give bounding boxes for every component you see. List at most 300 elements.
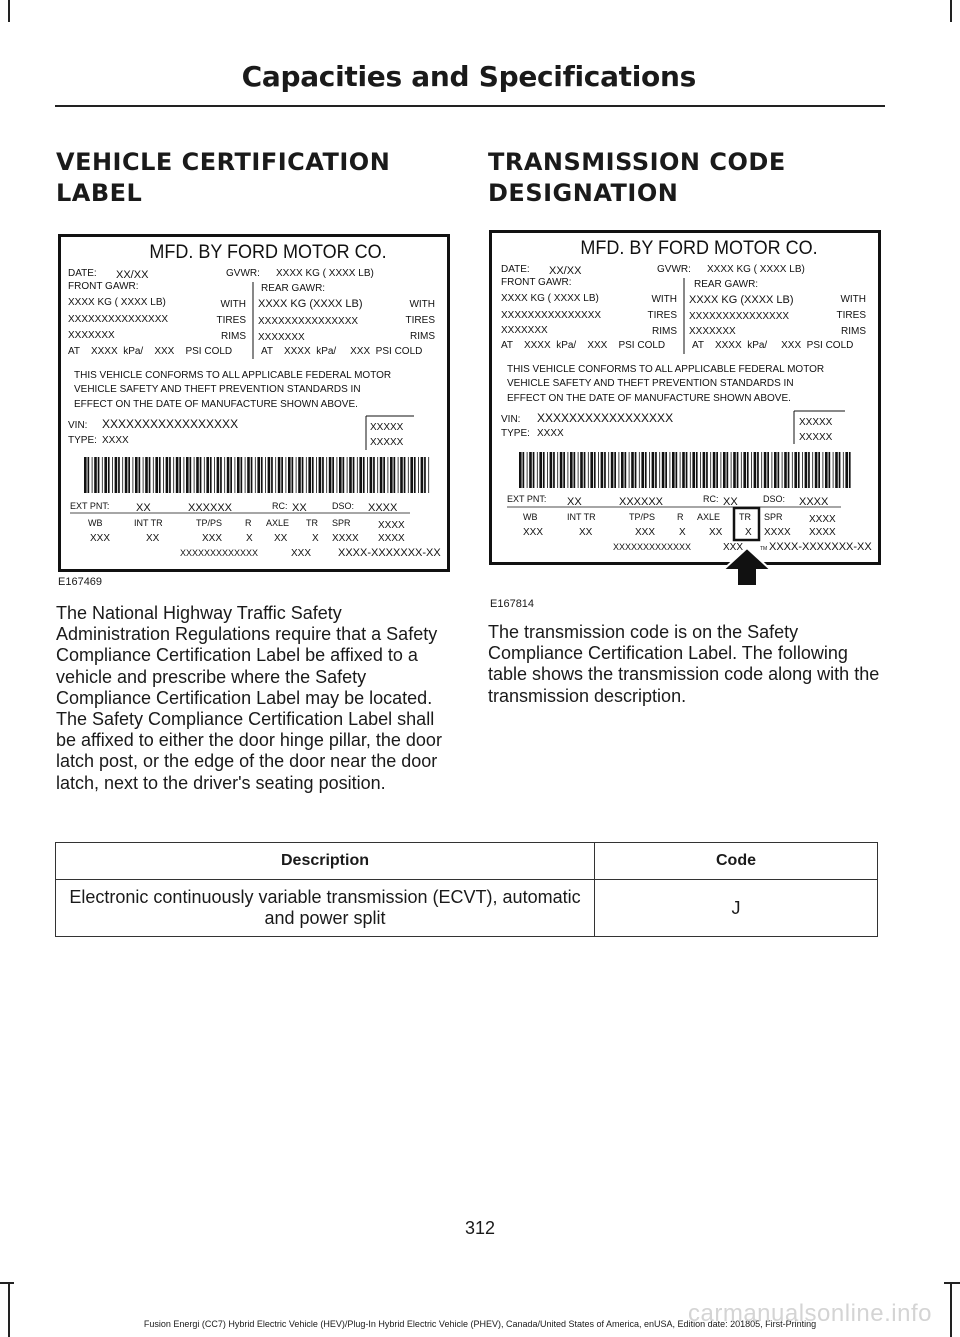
barcode-bar	[251, 457, 253, 493]
label-box-line1: XXXXX	[370, 422, 404, 433]
barcode-bar	[808, 452, 810, 488]
barcode-bar	[292, 457, 294, 493]
barcode-bar	[377, 457, 378, 493]
table-cell-code: J	[595, 880, 878, 937]
barcode-bar	[635, 452, 637, 488]
barcode-bar	[639, 452, 640, 488]
barcode-bar	[818, 452, 820, 488]
barcode-bar	[288, 457, 291, 493]
barcode-bar	[247, 457, 250, 493]
label-front-weight: XXXX KG ( XXXX LB)	[501, 293, 599, 304]
barcode-bar	[849, 452, 851, 488]
label-tm-mark: TM	[760, 546, 768, 552]
label-date-label: DATE:	[68, 268, 97, 279]
crop-mark-bottom-right-h	[944, 1282, 960, 1284]
label-row3-axle: XX	[274, 533, 288, 544]
barcode-bar	[641, 452, 644, 488]
barcode-bar	[281, 457, 283, 493]
barcode-bar	[155, 457, 158, 493]
barcode-bar	[594, 452, 596, 488]
page-header-title: Capacities and Specifications	[241, 60, 696, 93]
label-row3-tp-ps: XXX	[202, 533, 223, 544]
barcode-bar	[563, 452, 565, 488]
barcode-bar	[659, 452, 660, 488]
barcode-bar	[747, 452, 749, 488]
barcode-bar	[410, 457, 413, 493]
label-rc-value: XX	[723, 496, 738, 508]
label-rear-rim-code: XXXXXXX	[258, 332, 305, 343]
barcode-bar	[665, 452, 667, 488]
barcode-bar	[176, 457, 179, 493]
barcode-bar	[184, 457, 185, 493]
barcode-bar	[692, 452, 695, 488]
header-rule	[55, 105, 885, 107]
label-dso: DSO:	[763, 494, 786, 504]
table-row	[56, 880, 878, 937]
barcode-bar	[792, 452, 793, 488]
barcode-bar	[94, 457, 97, 493]
barcode-bar	[741, 452, 742, 488]
page-footer: Fusion Energi (CC7) Hybrid Electric Vehicle (HEV)/Plug-In Hybrid Electric Vehicle (PHEV), Canada/United States of America, enUSA, Edition date: 201805, First-Printing	[143, 1319, 817, 1329]
crop-mark-top-right	[950, 0, 952, 22]
label-rear-rim-code: XXXXXXX	[689, 326, 736, 337]
barcode-bar	[149, 457, 151, 493]
barcode-bar	[676, 452, 678, 488]
barcode-bar	[186, 457, 189, 493]
barcode-bar	[621, 452, 624, 488]
label-row3-wb: XXX	[523, 527, 544, 538]
label-conform-line2: VEHICLE SAFETY AND THEFT PREVENTION STANDARDS IN	[507, 378, 794, 389]
barcode-bar	[588, 452, 589, 488]
barcode-bar	[533, 452, 535, 488]
label-type-label: TYPE:	[501, 428, 530, 439]
barcode-bar	[731, 452, 732, 488]
label-front-gawr: FRONT GAWR:	[501, 277, 572, 288]
label-row3-extra: XXXX	[809, 527, 836, 538]
barcode-bar	[614, 452, 616, 488]
barcode-bar	[672, 452, 675, 488]
barcode-bar	[619, 452, 620, 488]
barcode-bar	[308, 457, 311, 493]
barcode-bar	[306, 457, 307, 493]
barcode-bar	[608, 452, 609, 488]
label-tires: TIRES	[216, 315, 246, 326]
barcode-bar	[210, 457, 212, 493]
label-type-value: XXXX	[102, 435, 129, 446]
label-front-tire-code: XXXXXXXXXXXXXXX	[501, 310, 602, 321]
label-front-pressure: AT XXXX kPa/ XXX PSI COLD	[68, 346, 233, 357]
barcode-bar	[670, 452, 671, 488]
label-tr: TR	[739, 512, 751, 522]
barcode-bar	[716, 452, 718, 488]
barcode-bar	[286, 457, 287, 493]
barcode-bar	[543, 452, 545, 488]
barcode-bar	[194, 457, 195, 493]
barcode-bar	[751, 452, 752, 488]
label-spr-extra: XXXX	[378, 520, 405, 531]
barcode-bar	[370, 457, 373, 493]
barcode-bar	[713, 452, 716, 488]
label-row3-spr: XXXX	[764, 527, 791, 538]
barcode-bar	[275, 457, 276, 493]
barcode-bar	[761, 452, 762, 488]
label-rims: RIMS	[221, 331, 246, 342]
barcode-bar	[424, 457, 426, 493]
barcode-bar	[743, 452, 746, 488]
barcode-bar	[723, 452, 726, 488]
label-row3-tp-ps: XXX	[635, 527, 656, 538]
barcode-bar	[214, 457, 215, 493]
crop-mark-bottom-left-h	[0, 1282, 14, 1284]
barcode-bar	[523, 452, 525, 488]
barcode-bar	[115, 457, 118, 493]
barcode-bar	[179, 457, 181, 493]
barcode-bar	[570, 452, 573, 488]
barcode-bar	[404, 457, 406, 493]
label-row3-axle: XX	[709, 527, 723, 538]
label-ext-val1: XX	[567, 496, 582, 508]
barcode-bar	[690, 452, 691, 488]
barcode-bar	[268, 457, 271, 493]
barcode-bar	[278, 457, 281, 493]
label-final-xxx: XXX	[291, 548, 312, 559]
barcode-bar	[649, 452, 650, 488]
barcode-bar	[631, 452, 634, 488]
barcode-bar	[237, 457, 240, 493]
barcode-bar	[601, 452, 604, 488]
heading-line1: VEHICLE CERTIFICATION	[56, 148, 391, 176]
barcode-bar	[604, 452, 606, 488]
figure-code-left: E167469	[58, 576, 103, 588]
barcode-bar	[367, 457, 368, 493]
barcode-bar	[845, 452, 848, 488]
barcode-bar	[645, 452, 647, 488]
barcode-bar	[529, 452, 532, 488]
label-conform-line3: EFFECT ON THE DATE OF MANUFACTURE SHOWN ABOVE.	[507, 393, 791, 404]
barcode-bar	[686, 452, 688, 488]
barcode-bar	[166, 457, 169, 493]
barcode-bar	[241, 457, 243, 493]
barcode-bar	[271, 457, 273, 493]
barcode-bar	[590, 452, 593, 488]
label-type-label: TYPE:	[68, 435, 97, 446]
label-tr: TR	[306, 518, 318, 528]
barcode-bar	[527, 452, 528, 488]
barcode-bar	[568, 452, 569, 488]
barcode-bar	[169, 457, 171, 493]
label-rear-tire-code: XXXXXXXXXXXXXXX	[689, 311, 790, 322]
barcode-bar	[143, 457, 144, 493]
barcode-bar	[122, 457, 123, 493]
crop-mark-top-left	[8, 0, 10, 22]
label-serial: XXXXXXXXXXXXX	[180, 548, 259, 558]
barcode-bar	[312, 457, 314, 493]
barcode-bar	[332, 457, 334, 493]
label-rear-with: WITH	[840, 294, 866, 305]
barcode-bar	[343, 457, 345, 493]
barcode-bar	[363, 457, 365, 493]
label-rear-weight: XXXX KG (XXXX LB)	[258, 298, 363, 310]
barcode-bar	[298, 457, 301, 493]
barcode-bar	[574, 452, 576, 488]
barcode-bar	[772, 452, 773, 488]
barcode-bar	[92, 457, 93, 493]
label-dso: DSO:	[332, 501, 355, 511]
barcode-bar	[102, 457, 103, 493]
label-gvwr-label: GVWR:	[226, 268, 260, 279]
barcode-bar	[227, 457, 230, 493]
barcode-bar	[353, 457, 355, 493]
barcode-bar	[196, 457, 199, 493]
barcode-bar	[519, 452, 522, 488]
barcode-bar	[257, 457, 260, 493]
label-front-rim-code: XXXXXXX	[68, 330, 115, 341]
barcode-bar	[823, 452, 824, 488]
label-rc: RC:	[272, 501, 288, 511]
barcode-bar	[112, 457, 113, 493]
label-rear-weight: XXXX KG (XXXX LB)	[689, 294, 794, 306]
barcode-bar	[418, 457, 419, 493]
barcode-bar	[696, 452, 698, 488]
page-number: 312	[464, 1218, 496, 1238]
transmission-code-table	[55, 842, 878, 937]
label-rear-pressure: AT XXXX kPa/ XXX PSI COLD	[692, 340, 854, 351]
label-part-number: XXXX-XXXXXXX-XX	[338, 547, 441, 559]
label-date-value: XX/XX	[116, 269, 149, 281]
barcode-bar	[380, 457, 383, 493]
label-row3-extra: XXXX	[378, 533, 405, 544]
label-box-line2: XXXXX	[370, 437, 404, 448]
barcode-bar	[206, 457, 209, 493]
barcode-bar	[394, 457, 396, 493]
barcode-bar	[357, 457, 358, 493]
barcode-bar	[733, 452, 736, 488]
label-type-value: XXXX	[537, 428, 564, 439]
barcode-bar	[145, 457, 148, 493]
barcode-bar	[727, 452, 729, 488]
barcode-bar	[547, 452, 548, 488]
table-cell-description: Electronic continuously variable transmission (ECVT), automatic and power split	[56, 880, 595, 937]
barcode-bar	[553, 452, 555, 488]
label-front-rim-code: XXXXXXX	[501, 325, 548, 336]
label-date-value: XX/XX	[549, 265, 582, 277]
barcode-bar	[128, 457, 130, 493]
barcode-bar	[802, 452, 803, 488]
barcode-bar	[737, 452, 739, 488]
barcode-bar	[135, 457, 138, 493]
barcode-bar	[550, 452, 553, 488]
label-tires: TIRES	[647, 310, 677, 321]
label-ext-pnt: EXT PNT:	[507, 494, 547, 504]
barcode-bar	[84, 457, 87, 493]
label-front-weight: XXXX KG ( XXXX LB)	[68, 297, 166, 308]
barcode-bar	[680, 452, 681, 488]
certification-label-figure	[58, 234, 450, 572]
label-rear-with: WITH	[409, 299, 435, 310]
table-header-row	[56, 843, 878, 880]
barcode-bar	[159, 457, 161, 493]
barcode-bar	[108, 457, 110, 493]
label-with: WITH	[651, 294, 677, 305]
barcode-bar	[217, 457, 220, 493]
label-wb: WB	[523, 512, 538, 522]
barcode-bar	[652, 452, 655, 488]
label-front-gawr: FRONT GAWR:	[68, 281, 139, 292]
label-int-tr: INT TR	[134, 518, 163, 528]
label-row3-tr: X	[745, 527, 752, 538]
transmission-label-figure	[489, 230, 881, 612]
barcode-bar	[764, 452, 767, 488]
label-front-tire-code: XXXXXXXXXXXXXXX	[68, 314, 169, 325]
barcode-bar	[706, 452, 708, 488]
barcode-bar	[261, 457, 263, 493]
barcode-bar	[557, 452, 558, 488]
barcode-bar	[815, 452, 818, 488]
barcode-bar	[204, 457, 205, 493]
barcode-bar	[230, 457, 232, 493]
label-spr-extra: XXXX	[809, 514, 836, 525]
barcode-bar	[337, 457, 338, 493]
barcode-bar	[139, 457, 141, 493]
barcode-bar	[316, 457, 317, 493]
barcode-bar	[302, 457, 304, 493]
label-serial: XXXXXXXXXXXXX	[613, 542, 692, 552]
barcode-bar	[560, 452, 563, 488]
barcode-bar	[133, 457, 134, 493]
barcode-bar	[400, 457, 403, 493]
label-with: WITH	[220, 299, 246, 310]
barcode-bar	[326, 457, 327, 493]
label-row3-r: X	[246, 533, 253, 544]
barcode-bar	[200, 457, 202, 493]
figure-code-right: E167814	[490, 598, 535, 610]
barcode-bar	[825, 452, 828, 488]
barcode-bar	[788, 452, 790, 488]
label-rc: RC:	[703, 494, 719, 504]
barcode-bar	[428, 457, 429, 493]
barcode-bar	[778, 452, 780, 488]
barcode-bar	[537, 452, 538, 488]
label-box-line1: XXXXX	[799, 417, 833, 428]
label-ext-val1: XX	[136, 502, 151, 514]
barcode-bar	[703, 452, 706, 488]
barcode-bar	[390, 457, 393, 493]
section-heading-transmission-code	[488, 147, 868, 209]
label-dso-value: XXXX	[368, 502, 398, 514]
barcode-bar	[584, 452, 586, 488]
label-gvwr-value: XXXX KG ( XXXX LB)	[707, 264, 805, 275]
label-rear-pressure: AT XXXX kPa/ XXX PSI COLD	[261, 346, 423, 357]
barcode-bar	[359, 457, 362, 493]
label-rear-tires: TIRES	[836, 310, 866, 321]
label-vin-value: XXXXXXXXXXXXXXXXX	[537, 411, 674, 425]
barcode-bar	[578, 452, 579, 488]
heading-line2: DESIGNATION	[488, 179, 679, 207]
label-vin-label: VIN:	[68, 420, 88, 431]
label-dso-value: XXXX	[799, 496, 829, 508]
table-header-description: Description	[56, 843, 595, 880]
label-ext-val2: XXXXXX	[619, 496, 664, 508]
barcode-bar	[220, 457, 222, 493]
barcode-bar	[805, 452, 808, 488]
barcode-bar	[598, 452, 599, 488]
section-heading-vehicle-certification	[56, 147, 436, 209]
barcode-bar	[784, 452, 787, 488]
label-rear-gawr: REAR GAWR:	[694, 279, 759, 290]
label-r: R	[245, 518, 252, 528]
label-maker: MFD. BY FORD MOTOR CO.	[149, 241, 387, 264]
barcode-bar	[835, 452, 838, 488]
barcode-bar	[421, 457, 424, 493]
label-rear-rims: RIMS	[410, 331, 435, 342]
barcode-bar	[710, 452, 711, 488]
paragraph-certification: The National Highway Traffic Safety Administration Regulations require that a Safety Compliance Certification Label be affixed to a vehicle and prescribe where the Safety Compliance Certification Label may be located. The Safety Compliance Certification Label shall be affixed to either the door hinge pillar, the door latch post, or the edge of the door near the door latch, next to the driver's seating position.	[56, 603, 442, 793]
table-header-code: Code	[595, 843, 878, 880]
label-spr: SPR	[764, 512, 783, 522]
label-row3-r: X	[679, 527, 686, 538]
barcode-bar	[349, 457, 352, 493]
label-r: R	[677, 512, 684, 522]
barcode-bar	[118, 457, 120, 493]
barcode-bar	[812, 452, 813, 488]
label-row3-int-tr: XX	[579, 527, 593, 538]
barcode-bar	[700, 452, 701, 488]
barcode-bar	[255, 457, 256, 493]
label-rc-value: XX	[292, 502, 307, 514]
barcode-bar	[322, 457, 324, 493]
label-conform-line3: EFFECT ON THE DATE OF MANUFACTURE SHOWN ABOVE.	[74, 399, 358, 410]
barcode-bar	[104, 457, 107, 493]
label-box-line2: XXXXX	[799, 432, 833, 443]
barcode-bar	[383, 457, 385, 493]
barcode-bar	[611, 452, 614, 488]
barcode-bar	[754, 452, 757, 488]
label-front-pressure: AT XXXX kPa/ XXX PSI COLD	[501, 340, 666, 351]
label-row3-spr: XXXX	[332, 533, 359, 544]
label-rear-tire-code: XXXXXXXXXXXXXXX	[258, 316, 359, 327]
label-gvwr-value: XXXX KG ( XXXX LB)	[276, 268, 374, 279]
barcode-bar	[265, 457, 266, 493]
barcode-bar	[398, 457, 399, 493]
barcode-bar	[625, 452, 627, 488]
barcode-bar	[329, 457, 332, 493]
barcode-bar	[839, 452, 841, 488]
barcode-bar	[682, 452, 685, 488]
label-axle: AXLE	[697, 512, 721, 522]
barcode-bar	[235, 457, 236, 493]
barcode-bar	[373, 457, 375, 493]
label-row3-tr: X	[312, 533, 319, 544]
label-conform-line1: THIS VEHICLE CONFORMS TO ALL APPLICABLE FEDERAL MOTOR	[74, 370, 392, 381]
barcode-bar	[153, 457, 154, 493]
label-rear-tires: TIRES	[405, 315, 435, 326]
barcode-bar	[774, 452, 777, 488]
watermark: carmanualsonline.info	[688, 1300, 932, 1327]
barcode-bar	[721, 452, 722, 488]
barcode-bar	[829, 452, 831, 488]
label-row3-wb: XXX	[90, 533, 111, 544]
label-ext-pnt: EXT PNT:	[70, 501, 110, 511]
label-rims: RIMS	[652, 326, 677, 337]
barcode-bar	[782, 452, 783, 488]
barcode-bar	[163, 457, 164, 493]
label-row3-int-tr: XX	[146, 533, 160, 544]
barcode-bar	[98, 457, 100, 493]
barcode-bar	[580, 452, 583, 488]
barcode-bar	[662, 452, 665, 488]
heading-line1: TRANSMISSION CODE	[488, 148, 786, 176]
label-rear-rims: RIMS	[841, 326, 866, 337]
